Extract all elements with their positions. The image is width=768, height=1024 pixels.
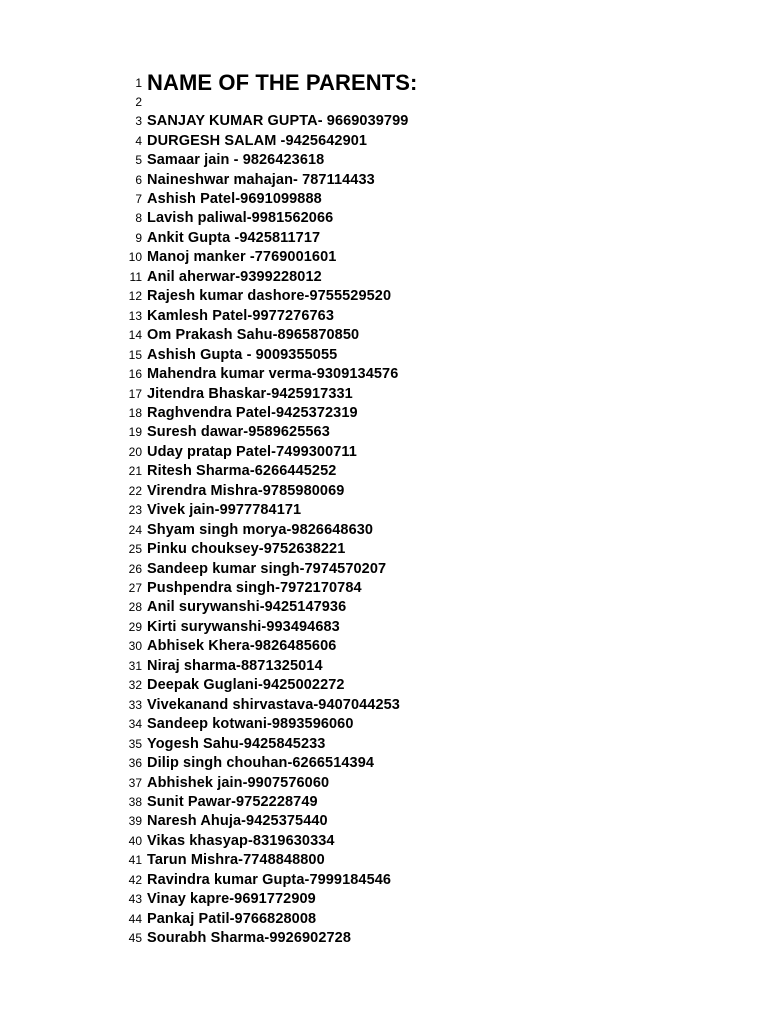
row-number: 3	[135, 114, 142, 129]
list-row	[0, 637, 768, 657]
parent-entry: Sunit Pawar-9752228749	[147, 793, 318, 810]
parent-entry: Tarun Mishra-7748848800	[147, 852, 325, 869]
list-row	[0, 539, 768, 559]
parent-entry: Ashish Patel-9691099888	[147, 191, 322, 207]
list-row	[0, 598, 768, 618]
parent-entry: Om Prakash Sahu-8965870850	[147, 327, 360, 344]
parent-entry: Ravindra kumar Gupta-7999184546	[147, 871, 392, 888]
row-number: 6	[135, 172, 142, 187]
row-number: 28	[128, 600, 142, 615]
page-title: NAME OF THE PARENTS:	[147, 70, 418, 95]
row-number: 9	[135, 230, 142, 245]
row-number: 8	[135, 211, 142, 226]
row-number: 25	[128, 542, 142, 557]
list-row	[0, 928, 768, 948]
list-row	[0, 520, 768, 540]
list-row	[0, 364, 768, 384]
row-number: 42	[128, 872, 142, 887]
list-row	[0, 111, 768, 131]
parent-entry: Raghvendra Patel-9425372319	[147, 404, 358, 421]
parent-entry: Suresh dawar-9589625563	[147, 424, 330, 441]
parent-entry: Vivek jain-9977784171	[147, 502, 302, 519]
list-row	[0, 170, 768, 190]
list-row	[0, 792, 768, 812]
row-number: 10	[128, 250, 142, 265]
list-row	[0, 559, 768, 579]
parent-entry: Mahendra kumar verma-9309134576	[147, 366, 399, 383]
list-row	[0, 189, 768, 209]
list-row	[0, 909, 768, 929]
list-row	[0, 578, 768, 598]
row-number: 27	[128, 581, 142, 595]
row-number: 31	[128, 658, 142, 673]
list-row	[0, 209, 768, 229]
parent-entry: Vinay kapre-9691772909	[147, 891, 316, 908]
row-number: 16	[128, 367, 142, 382]
row-number: 35	[128, 736, 142, 751]
list-row	[0, 462, 768, 482]
row-number: 39	[128, 814, 142, 829]
list-row	[0, 889, 768, 909]
list-row	[0, 500, 768, 520]
parent-entry: Dilip singh chouhan-6266514394	[147, 755, 375, 772]
row-number: 17	[128, 386, 142, 401]
parent-entry: Sourabh Sharma-9926902728	[147, 930, 351, 947]
list-row	[0, 325, 768, 345]
list-row	[0, 248, 768, 268]
row-number: 19	[128, 425, 142, 440]
row-number: 29	[128, 619, 142, 634]
parent-entry: Pankaj Patil-9766828008	[147, 910, 317, 927]
parent-entry: Samaar jain - 9826423618	[147, 152, 325, 169]
row-number: 40	[128, 833, 142, 848]
list-row	[0, 656, 768, 676]
parent-entry: Lavish paliwal-9981562066	[147, 210, 334, 227]
list-row	[0, 345, 768, 365]
list-row	[0, 676, 768, 696]
parent-entry: Naresh Ahuja-9425375440	[147, 813, 328, 830]
list-row	[0, 695, 768, 715]
row-number: 43	[128, 892, 142, 907]
list-row	[0, 403, 768, 423]
list-row	[0, 481, 768, 501]
row-number: 1	[135, 76, 142, 90]
parent-entry: Manoj manker -7769001601	[147, 249, 337, 266]
row-number: 4	[135, 133, 142, 148]
list-row	[0, 773, 768, 793]
parent-entry: Shyam singh morya-9826648630	[147, 521, 374, 538]
list-row	[0, 287, 768, 307]
row-number: 18	[128, 405, 142, 420]
row-number: 11	[129, 269, 142, 284]
row-number: 36	[128, 756, 142, 771]
list-row	[0, 92, 768, 112]
list-row	[0, 150, 768, 170]
row-number: 20	[128, 444, 142, 459]
list-row	[0, 442, 768, 462]
parent-entry: Kirti surywanshi-993494683	[147, 618, 340, 635]
row-number: 7	[135, 192, 142, 206]
row-number: 12	[128, 289, 142, 304]
list-row	[0, 384, 768, 404]
parent-entry: Yogesh Sahu-9425845233	[147, 735, 326, 752]
parent-entry: Sandeep kumar singh-7974570207	[147, 560, 387, 577]
parent-entry: Kamlesh Patel-9977276763	[147, 307, 334, 324]
row-number: 23	[128, 503, 142, 518]
list-row	[0, 131, 768, 151]
row-number: 45	[128, 931, 142, 946]
list-row	[0, 714, 768, 734]
parent-entry: Niraj sharma-8871325014	[147, 657, 323, 674]
row-number: 15	[128, 347, 142, 362]
list-row	[0, 812, 768, 832]
list-row	[0, 267, 768, 287]
row-number: 14	[128, 328, 142, 343]
row-number: 30	[128, 639, 142, 654]
list-row	[0, 228, 768, 248]
parent-entry: Sandeep kotwani-9893596060	[147, 716, 354, 733]
parent-entry: DURGESH SALAM -9425642901	[147, 132, 368, 149]
list-row	[0, 851, 768, 871]
row-number: 21	[128, 464, 142, 479]
parent-entry: Anil surywanshi-9425147936	[147, 599, 347, 616]
parent-entry: Anil aherwar-9399228012	[147, 268, 322, 285]
parent-entry: Ritesh Sharma-6266445252	[147, 463, 337, 480]
title-row	[0, 72, 768, 94]
row-number: 13	[128, 308, 142, 323]
row-number: 37	[128, 775, 142, 790]
row-number: 32	[128, 678, 142, 693]
parent-entry: Vivekanand shirvastava-9407044253	[147, 696, 400, 713]
row-number: 22	[128, 483, 142, 498]
parent-entry: Rajesh kumar dashore-9755529520	[147, 288, 392, 305]
row-number: 33	[128, 697, 142, 712]
row-number: 41	[128, 853, 142, 868]
parent-entry: Ankit Gupta -9425811717	[147, 229, 321, 246]
list-row	[0, 617, 768, 637]
parent-entry: Abhishek jain-9907576060	[147, 774, 330, 791]
row-number: 24	[128, 522, 142, 537]
parent-entry: Abhisek Khera-9826485606	[147, 638, 337, 655]
parent-entry: SANJAY KUMAR GUPTA- 9669039799	[147, 113, 409, 130]
parent-entry: Vikas khasyap-8319630334	[147, 832, 335, 849]
row-number: 2	[135, 94, 142, 109]
list-row	[0, 831, 768, 851]
row-number: 34	[128, 717, 142, 732]
row-number: 5	[135, 153, 142, 168]
parent-entry: Naineshwar mahajan- 787114433	[147, 171, 375, 188]
row-number: 26	[128, 561, 142, 576]
parent-entry: Deepak Guglani-9425002272	[147, 677, 345, 694]
list-row	[0, 734, 768, 754]
row-number: 44	[128, 911, 142, 926]
list-row	[0, 870, 768, 890]
list-row	[0, 306, 768, 326]
row-number: 38	[128, 794, 142, 809]
parent-entry: Virendra Mishra-9785980069	[147, 482, 345, 499]
parent-entry: Uday pratap Patel-7499300711	[147, 443, 357, 460]
parent-entry: Ashish Gupta - 9009355055	[147, 346, 338, 363]
parent-entry: Pinku chouksey-9752638221	[147, 541, 346, 558]
list-row	[0, 753, 768, 773]
parent-entry: Jitendra Bhaskar-9425917331	[147, 385, 353, 402]
list-row	[0, 423, 768, 443]
parent-entry: Pushpendra singh-7972170784	[147, 580, 362, 596]
